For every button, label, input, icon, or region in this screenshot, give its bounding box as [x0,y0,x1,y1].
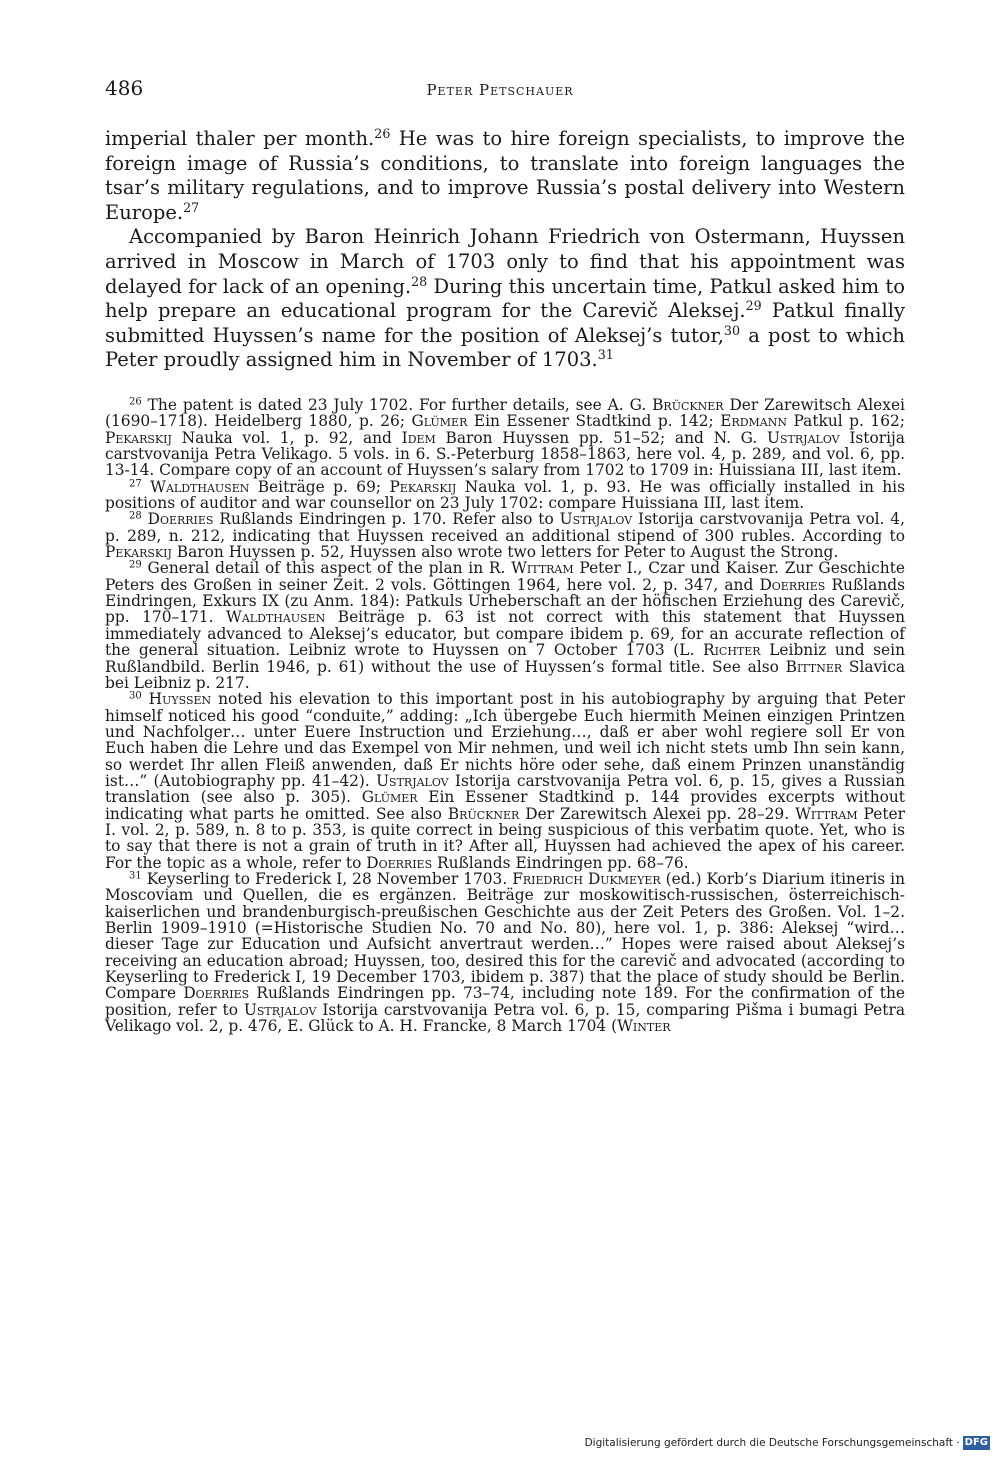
text-run: Ein Essener Stadtkind p. 144 provides excerpts without indicating what parts he omitted. See also [105,788,905,823]
paragraph-1 [105,127,905,225]
footnote-number: 29 [129,559,142,571]
text-run: Baron Huyssen p. 52, Huyssen also wrote two letters for Peter to August the Strong. [171,543,839,562]
text-run: Rußlands Eindringen p. 170. Refer also to [213,510,560,529]
footnote-31 [105,871,905,1034]
author-name: Pekarskij [389,477,457,496]
text-run: Baron Huyssen pp. 51–52; and N. G. [435,428,768,447]
footnote-ref-31[interactable]: 31 [597,347,614,363]
author-name: Doerries [759,575,826,594]
footnote-27 [105,479,905,512]
author-name: Waldthausen [226,608,326,627]
text-run: Nauka vol. 1, p. 92, and [171,428,402,447]
author-name: Ustrjalov [559,510,633,529]
author-name: Doerries [147,510,214,529]
text-run: The patent is dated 23 July 1702. For further details, see A. G. [141,396,653,414]
footnote-number: 26 [129,396,142,408]
text-run: Beiträge p. 69; [249,477,390,496]
author-name: Waldthausen [150,477,250,496]
digitization-banner [585,1436,990,1450]
text-run: Keyserling to Frederick I, 28 November 1703. [141,869,513,888]
text-run: General detail of this aspect of the plan in R. [141,559,512,578]
page-number: 486 [105,76,144,100]
text-run: Peter I. vol. 2, p. 589, n. 8 to p. 353, is quite correct in being suspicious of this verbatim quote. Yet, who is to say that there is not a grain of truth in it? After all, Huyssen had achieved the apex of his career. For the topic as a whole, refer to [105,804,905,872]
footnote-29 [105,560,905,691]
author-name: Wittram [511,559,574,578]
banner-text: Digitalisierung gefördert durch die Deutsche Forschungsgemeinschaft · [584,1437,960,1449]
author-name: Huyssen [148,690,212,709]
footnote-number: 27 [129,478,142,490]
author-name: Brückner [652,396,724,414]
author-name: Bittner [785,657,843,676]
footnote-28 [105,511,905,560]
text-run: Accompanied by Baron Heinrich Johann Friedrich von Ostermann, Huyssen arrived in Moscow in March of 1703 only to find that his appointment was delayed for lack of an opening. [105,225,905,298]
paragraph-2 [105,225,905,373]
text-run: Rußlands Eindringen pp. 68–76. [432,853,689,872]
text-run: Istorija carstvovanija Petra vol. 6, p. 15, comparing Pišma i bumagi Petra Velikago vol. 2, p. 476, E. Glück to A. H. Francke, 8 March 1704 ( [105,1000,905,1036]
text-run: a post to which Peter proudly assigned him in November of 1703. [105,323,905,372]
author-name: Ustrjalov [376,771,449,790]
footnote-number: 28 [129,510,142,522]
footnote-ref-30[interactable]: 30 [723,322,741,338]
author-name: Erdmann [720,412,787,431]
footnotes [105,397,905,1034]
dfg-logo: DFG [964,1437,988,1448]
author-name: Pekarskij [105,543,172,562]
author-name: Glümer [411,412,468,431]
text-run: Rußlands Eindringen, Exkurs IX (zu Anm. 184): Patkuls Urheberschaft an der höfischen Erziehung des Carevič, pp. 170–171. [105,575,905,627]
text-run: Der Zarewitsch Alexei (1690–1718). Heidelberg 1880, p. 26; [105,396,905,431]
text-run: He was to hire foreign specialists, to improve the foreign image of Russia’s conditions, to translate into foreign languages the tsar’s military regulations, and to improve Russia’s postal delivery into Western Europe. [105,127,905,224]
text-run: Istorija carstvovanija Petra vol. 6, p. 15, gives a Russian translation (see also p. 305). [105,771,905,807]
text-run: imperial thaler per month. [105,127,375,150]
text-run: Beiträge p. 63 ist not correct with this statement that Huyssen immediately advanced to Aleksej’s educator, but compare ibidem p. 69, for an accurate reflection of the general situation. Leibniz wrote to Huyssen on 7 October 1703 (L. [105,608,905,660]
footnote-number: 31 [129,870,142,882]
text-run: Patkul p. 162; [787,412,905,431]
footnote-30 [105,691,905,871]
text-run: Leibniz und sein Rußlandbild. Berlin 1946, p. 61) without the use of Huyssen’s formal title. See also [105,641,906,676]
author-name: Glümer [361,788,418,807]
author-name: Brückner [447,804,520,823]
text-run: Rußlands Eindringen pp. 73–74, including note 189. For the confirmation of the position, refer to [105,984,905,1019]
author-name: Richter [703,641,761,660]
footnote-ref-27[interactable]: 27 [183,199,200,215]
footnote-26 [105,397,905,479]
author-name: Wittram [795,804,858,823]
text-run: Nauka vol. 1, p. 93. He was officially installed in his positions of auditor and war counsellor on 23 July 1702: compare Huissiana III, last item. [105,477,905,513]
footnote-ref-26[interactable]: 26 [374,126,391,142]
footnote-ref-28[interactable]: 28 [411,273,428,289]
text-run: Patkul finally submitted Huyssen’s name for the position of Aleksej’s tutor, [105,299,905,347]
text-run: Peter I., Czar und Kaiser. Zur Geschichte Peters des Großen in seiner Zeit. 2 vols. Göttingen 1964, here vol. 2, p. 347, and [105,559,905,594]
author-name: Doerries [366,853,433,872]
author-name: Friedrich Dukmeyer [512,869,661,888]
text-run: Istorija carstvovanija Petra vol. 4, p. 289, n. 212, indicating that Huyssen received an additional stipend of 300 rubles. According to [105,510,905,545]
text-run: Ein Essener Stadtkind p. 142; [467,412,721,431]
author-name: Ustrjalov [767,428,840,447]
text-run: Istorija carstvovanija Petra Velikago. 5 vols. in 6. S.-Peterburg 1858–1863, here vol. 4, p. 289, and vol. 6, pp. 13-14. Compare copy of an account of Huyssen’s salary from 1702 to 1709 in: Huissiana III, last item. [105,428,905,480]
running-head: Peter Petschauer [426,81,574,99]
author-name: Doerries [183,984,250,1003]
text-run: (ed.) Korb’s Diarium itineris in Moscoviam und Quellen, die es ergänzen. Beiträge zur moskowitisch-russischen, österreichisch-kaiserlichen und brandenburgisch-preußischen Geschichte aus der Zeit Peters des Großen. Vol. 1–2. Berlin 1909–1910 (=Historische Studien No. 70 and No. 80), here vol. 1, p. 386: Aleksej “wird… dieser Tage zur Education und Aufsicht anvertraut werden…” Hopes were raised about Aleksej’s receiving an education abroad; Huyssen, too, desired this for the carevič and advocated (according to Keyserling to Frederick I, 19 December 1703, ibidem p. 387) that the place of study should be Berlin. Compare [105,869,905,1003]
main-text [105,127,905,373]
author-name: Idem [401,428,436,447]
footnote-number: 30 [129,690,142,702]
author-name: Winter [617,1017,671,1036]
author-name: Pekarskij [105,428,172,447]
text-run: noted his elevation to this important post in his autobiography by arguing that Peter himself noticed his good “conduite,” adding: „Ich übergebe Euch hiermith Meinen einzigen Printzen und Nachfolger… unter Euere Instruction und Erziehung…, daß er aber wohl regiere soll Er von Euch haben die Lehre und das Exempel von Mir nehmen, und weil ich nicht stets umb Ihn sein kann, so werdet Ihr allen Fleiß anwenden, daß Er nichts höre oder sehe, daß einem Prinzen unanständig ist…” (Autobiography pp. 41–42). [105,690,905,790]
author-name: Ustrjalov [243,1000,317,1019]
text-run: During this uncertain time, Patkul asked him to help prepare an educational program for the Carevič Aleksej. [105,274,905,323]
footnote-ref-29[interactable]: 29 [745,298,762,314]
text-run: Slavica bei Leibniz p. 217. [105,657,905,692]
text-run: Der Zarewitsch Alexei pp. 28–29. [519,804,796,823]
